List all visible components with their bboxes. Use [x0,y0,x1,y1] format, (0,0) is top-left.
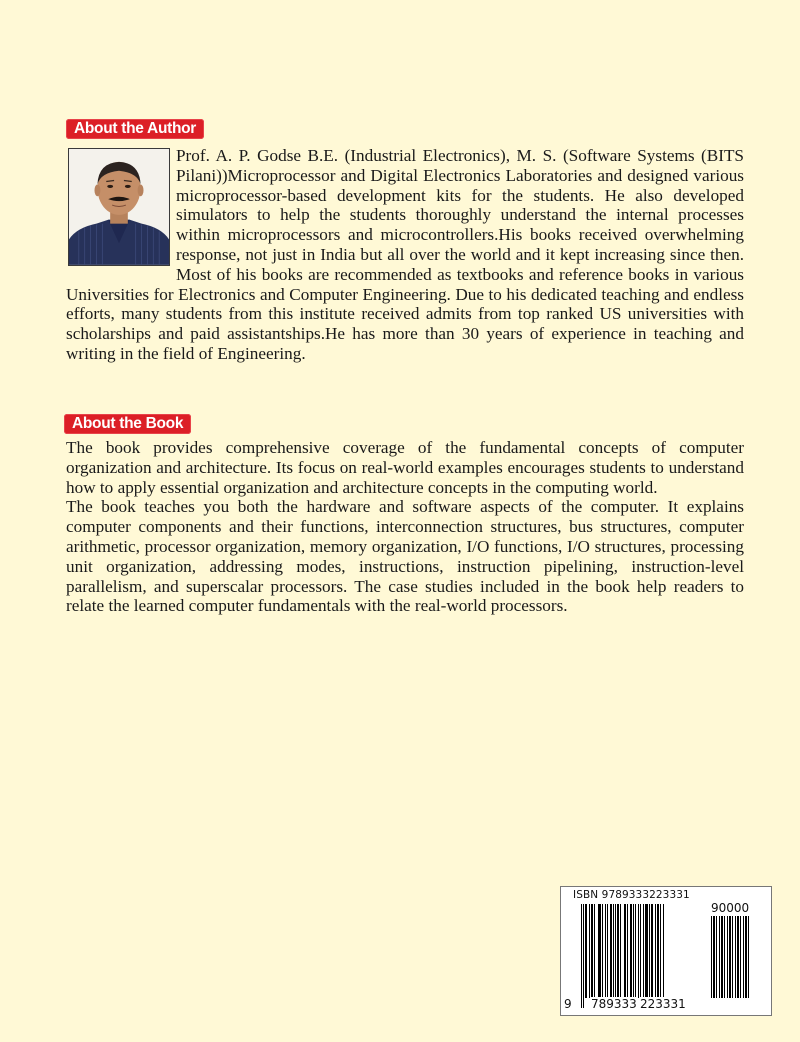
barcode-bar [735,916,736,998]
barcode-bar [617,904,619,998]
isbn-label: ISBN 9789333223331 [573,889,690,901]
barcode-bar [649,904,650,998]
book-description [66,438,744,616]
barcode-bar [651,904,653,998]
barcode-bar [721,916,723,998]
barcode-bar [610,904,612,998]
barcode-bars-main [581,904,693,1008]
barcode-bar [607,904,608,998]
barcode-bar [627,904,628,998]
barcode-bar [615,904,616,998]
barcode-bar [748,916,749,998]
barcode-bar [583,904,584,1008]
barcode-digit-group-left: 789333 [591,997,637,1011]
barcode-bar [591,904,593,998]
barcode-bar [585,904,587,998]
barcode-bar [602,904,603,998]
barcode-bar [635,904,636,998]
barcode-digit-group-right: 223331 [640,997,686,1011]
barcode-bar [745,916,747,998]
barcode-digit-first: 9 [564,997,572,1011]
barcode-bar [660,904,661,1008]
barcode-bar [727,916,728,998]
barcode-bar [732,916,733,998]
barcode-bar [711,916,712,998]
barcode-bar [605,904,606,998]
about-book-heading: About the Book [64,414,191,434]
barcode-bar [638,904,639,998]
barcode-bar [581,904,582,1008]
barcode-bar [719,916,720,998]
price-code: 90000 [711,901,750,915]
barcode-bar [655,904,656,998]
barcode-bar [713,916,715,998]
barcode-bar [737,916,739,998]
book-description-paragraph: The book teaches you both the hardware and software aspects of the computer. It explains computer components and their functions, interconnection structures, bus structures, computer arithmetic, processor organization, memory organization, I/O functions, I/O structures, processing unit organization, addressing modes, instructions, instruction pipelining, instruction-level parallelism, and superscalar processors. The case studies included in the book help readers to relate the learned computer fundamentals with the real-world processors. [66,497,744,616]
barcode-bar [589,904,590,998]
barcode-bars-addon [711,916,771,1008]
barcode-bar [594,904,595,998]
barcode-bar [663,904,664,1008]
barcode-bar [657,904,659,998]
author-bio-text: Prof. A. P. Godse B.E. (Industrial Electronics), M. S. (Software Systems (BITS Pilani))Microprocessor and Digital Electronics Laboratories and designed various microprocessor-based development kits for the students. He also developed simulators to help the students thoroughly understand the internal processes within microprocessors and microcontrollers.His books received overwhelming response, not just in India but all over the world and it kept increasing since then. Most of his books are recommended as textbooks and reference books in various Universities for Electronics and Computer Engineering. Due to his dedicated teaching and endless efforts, many students from this institute received admits from top ranked US universities with scholarships and paid assistantships.He has more than 30 years of experience in teaching and writing in the field of Engineering. [66,146,744,363]
barcode-bar [630,904,632,998]
isbn-barcode [560,886,772,1016]
barcode-bar [624,904,626,1008]
book-description-paragraph: The book provides comprehensive coverage of the fundamental concepts of computer organization and architecture. Its focus on real-world examples encourages students to understand how to apply essential organization and architecture concepts in the computing world. [66,438,744,497]
barcode-bar [740,916,741,998]
barcode-bar [743,916,744,998]
barcode-bar [729,916,731,998]
barcode-bar [598,904,601,998]
barcode-bar [620,904,621,1008]
barcode-bar [640,904,641,998]
barcode-bar [643,904,644,998]
barcode-bar [724,916,725,998]
barcode-bar [633,904,634,998]
barcode-bar [613,904,614,998]
barcode-bar [645,904,648,998]
barcode-bar [716,916,717,998]
author-bio [66,146,744,364]
about-author-heading: About the Author [66,119,204,139]
